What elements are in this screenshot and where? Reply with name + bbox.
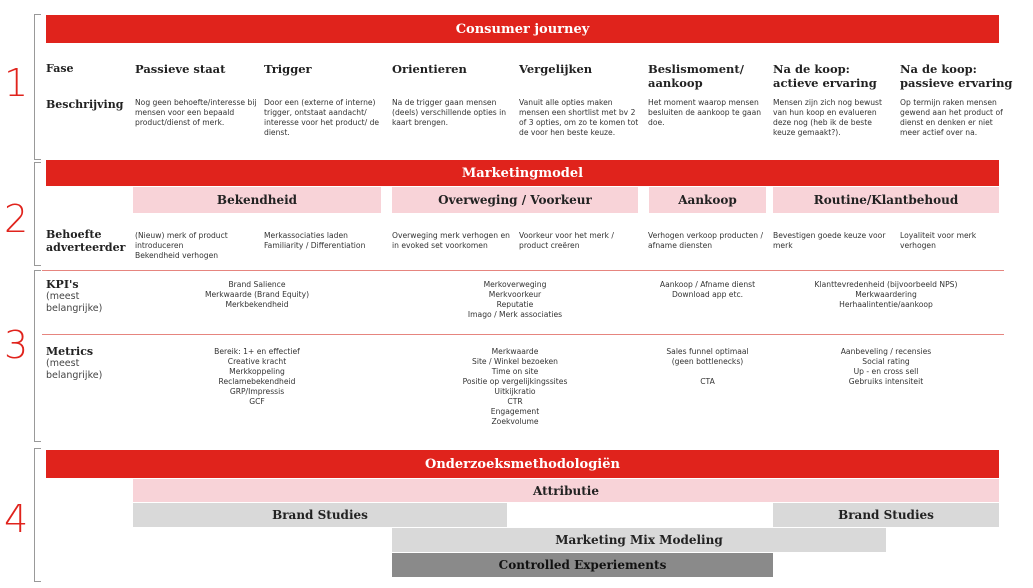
behoefte-7: Loyaliteit voor merk verhogen [900, 231, 977, 250]
stage-bekendheid: Bekendheid [133, 187, 381, 213]
metric-item: Reclamebekendheid [218, 377, 296, 386]
metric-item: Merkwaarde [491, 347, 539, 356]
kpi-group-3 [645, 280, 770, 300]
brand-studies-right-bar: Brand Studies [773, 503, 999, 527]
divider-metrics [42, 334, 1004, 335]
metrics-label [46, 345, 126, 382]
kpi-item: Brand Salience [228, 280, 286, 289]
section-bracket-4 [34, 448, 41, 582]
phase-desc-4: Vanuit alle opties maken mensen een shortlist met bv 2 of 3 opties, om zo te komen tot de voor hen beste keuze. [519, 98, 639, 137]
fase-label: Fase [46, 62, 74, 75]
phase-title-5: Beslismoment/ aankoop [648, 62, 744, 90]
section-number-2: 2 [4, 197, 29, 241]
metric-item: Aanbeveling / recensies [840, 347, 932, 356]
metric-item: (geen bottlenecks) [671, 357, 744, 366]
kpi-item: Klanttevredenheid (bijvoorbeeld NPS) [814, 280, 958, 289]
metric-item: GCF [249, 397, 265, 406]
phase-title-3: Orientieren [392, 62, 467, 76]
phase-desc-5: Het moment waarop mensen besluiten de aankoop te gaan doe. [648, 98, 762, 127]
metrics-group-1 [133, 347, 381, 407]
phase-title-4: Vergelijken [519, 62, 593, 76]
metrics-label-text: Metrics [46, 345, 94, 358]
kpi-item: Merkoverweging [483, 280, 547, 289]
section-bracket-1 [34, 14, 41, 160]
stage-overweging: Overweging / Voorkeur [392, 187, 638, 213]
metric-item: Bereik: 1+ en effectief [214, 347, 300, 356]
phase-desc-7: Op termijn raken mensen gewend aan het product of dienst en denken er niet meer actief over na. [900, 98, 1003, 137]
behoefte-3: Overweging merk verhogen en in evoked set voorkomen [392, 231, 510, 250]
metric-item: Uitkijkratio [494, 387, 536, 396]
section-number-1: 1 [4, 61, 29, 105]
marketing-mix-modeling-bar: Marketing Mix Modeling [392, 528, 886, 552]
metric-item: Merkkoppeling [229, 367, 285, 376]
behoefte-1: (Nieuw) merk of product introduceren Bekendheid verhogen [135, 231, 228, 260]
kpi-item: Aankoop / Afname dienst [659, 280, 756, 289]
kpi-item: Reputatie [496, 300, 534, 309]
phase-desc-1: Nog geen behoefte/interesse bij mensen voor een bepaald product/dienst of merk. [135, 98, 257, 127]
metric-item: Gebruiks intensiteit [848, 377, 924, 386]
metrics-group-2 [392, 347, 638, 427]
kpi-sub-text: (meest belangrijke) [46, 291, 103, 314]
phase-desc-6: Mensen zijn zich nog bewust van hun koop en evalueren deze nog (heb ik de beste keuze gemaakt?). [773, 98, 882, 137]
behoefte-5: Verhogen verkoop producten / afname diensten [648, 231, 764, 250]
metric-item: Creative kracht [227, 357, 287, 366]
kpi-item: Merkvoorkeur [488, 290, 542, 299]
phase-title-6: Na de koop: actieve ervaring [773, 62, 877, 90]
onderzoek-header: Onderzoeksmethodologiën [46, 450, 999, 478]
kpi-item: Merkwaarde (Brand Equity) [204, 290, 310, 299]
kpi-label-text: KPI's [46, 278, 79, 291]
marketingmodel-header: Marketingmodel [46, 160, 999, 186]
kpi-label [46, 278, 126, 315]
section-bracket-3 [34, 270, 41, 442]
behoefte-2: Merkassociaties laden Familiarity / Differentiation [264, 231, 366, 250]
behoefte-6: Bevestigen goede keuze voor merk [773, 231, 886, 250]
metrics-sub-text: (meest belangrijke) [46, 358, 103, 381]
brand-studies-left-bar: Brand Studies [133, 503, 507, 527]
metric-item: Sales funnel optimaal [666, 347, 749, 356]
section-number-3: 3 [4, 323, 29, 367]
metric-item: Up - en cross sell [853, 367, 919, 376]
stage-routine: Routine/Klantbehoud [773, 187, 999, 213]
behoefte-4: Voorkeur voor het merk / product creëren [519, 231, 614, 250]
metric-item: Zoekvolume [491, 417, 539, 426]
kpi-group-2 [392, 280, 638, 320]
kpi-group-1 [133, 280, 381, 310]
metric-item: Time on site [491, 367, 539, 376]
metric-item: Site / Winkel bezoeken [472, 357, 558, 366]
metrics-group-4 [773, 347, 999, 387]
metric-item: Social rating [862, 357, 910, 366]
behoefte-label: Behoefte adverteerder [46, 228, 126, 254]
kpi-item: Merkbekendheid [225, 300, 289, 309]
attributie-bar: Attributie [133, 479, 999, 502]
kpi-item: Download app etc. [671, 290, 744, 299]
metric-item: CTA [700, 377, 715, 386]
phase-title-7: Na de koop: passieve ervaring [900, 62, 1013, 90]
kpi-item: Imago / Merk associaties [467, 310, 563, 319]
phase-title-2: Trigger [264, 62, 312, 76]
section-number-4: 4 [4, 497, 29, 541]
section-bracket-2 [34, 162, 41, 266]
metric-item: CTR [507, 397, 523, 406]
beschrijving-label: Beschrijving [46, 98, 124, 111]
metric-item: GRP/Impressis [229, 387, 285, 396]
phase-desc-3: Na de trigger gaan mensen (deels) verschillende opties in kaart brengen. [392, 98, 507, 127]
metric-item: Engagement [490, 407, 540, 416]
consumer-journey-header: Consumer journey [46, 15, 999, 43]
kpi-item: Merkwaardering [855, 290, 917, 299]
phase-title-1: Passieve staat [135, 62, 226, 76]
metric-item: Positie op vergelijkingssites [462, 377, 568, 386]
stage-aankoop: Aankoop [649, 187, 766, 213]
controlled-experiments-bar: Controlled Experiements [392, 553, 773, 577]
divider-kpi [42, 270, 1004, 271]
metrics-group-3 [645, 347, 770, 387]
phase-desc-2: Door een (externe of interne) trigger, ontstaat aandacht/ interesse voor het product/ de dienst. [264, 98, 380, 137]
kpi-item: Herhaalintentie/aankoop [839, 300, 933, 309]
metric-item [645, 367, 770, 377]
kpi-group-4 [773, 280, 999, 310]
